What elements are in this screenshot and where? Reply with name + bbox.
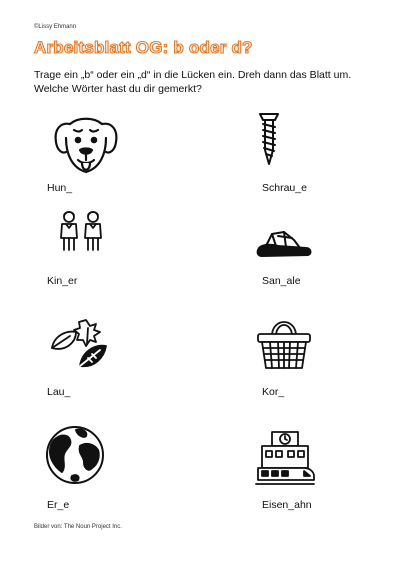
word-eisenbahn: Eisen_ahn (262, 499, 312, 511)
word-erde: Er_e (47, 499, 70, 511)
word-hund: Hun_ (47, 182, 73, 194)
instructions-text: Trage ein „b“ oder ein „d“ in die Lücken ein. Dreh dann das Blatt um. Welche Wörter hast du dir gemerkt? (34, 69, 352, 95)
sandal-icon (254, 226, 314, 260)
train-station-icon (254, 428, 316, 488)
children-icon (56, 210, 106, 252)
word-laub: Lau_ (47, 386, 71, 398)
word-korb: Kor_ (262, 386, 285, 398)
image-credits: Bilder von: The Noun Project Inc. (34, 524, 122, 530)
leaves-icon (48, 318, 110, 370)
word-schraube: Schrau_e (262, 182, 307, 194)
copyright-note: ©Lissy Ehmann (34, 24, 77, 30)
dog-icon (50, 112, 122, 180)
worksheet-title: Arbeitsblatt OG: b oder d? (34, 38, 253, 57)
globe-icon (44, 424, 106, 486)
screw-icon (258, 110, 280, 166)
word-sandale: San_ale (262, 275, 301, 287)
word-kinder: Kin_er (47, 275, 78, 287)
basket-icon (254, 312, 314, 372)
